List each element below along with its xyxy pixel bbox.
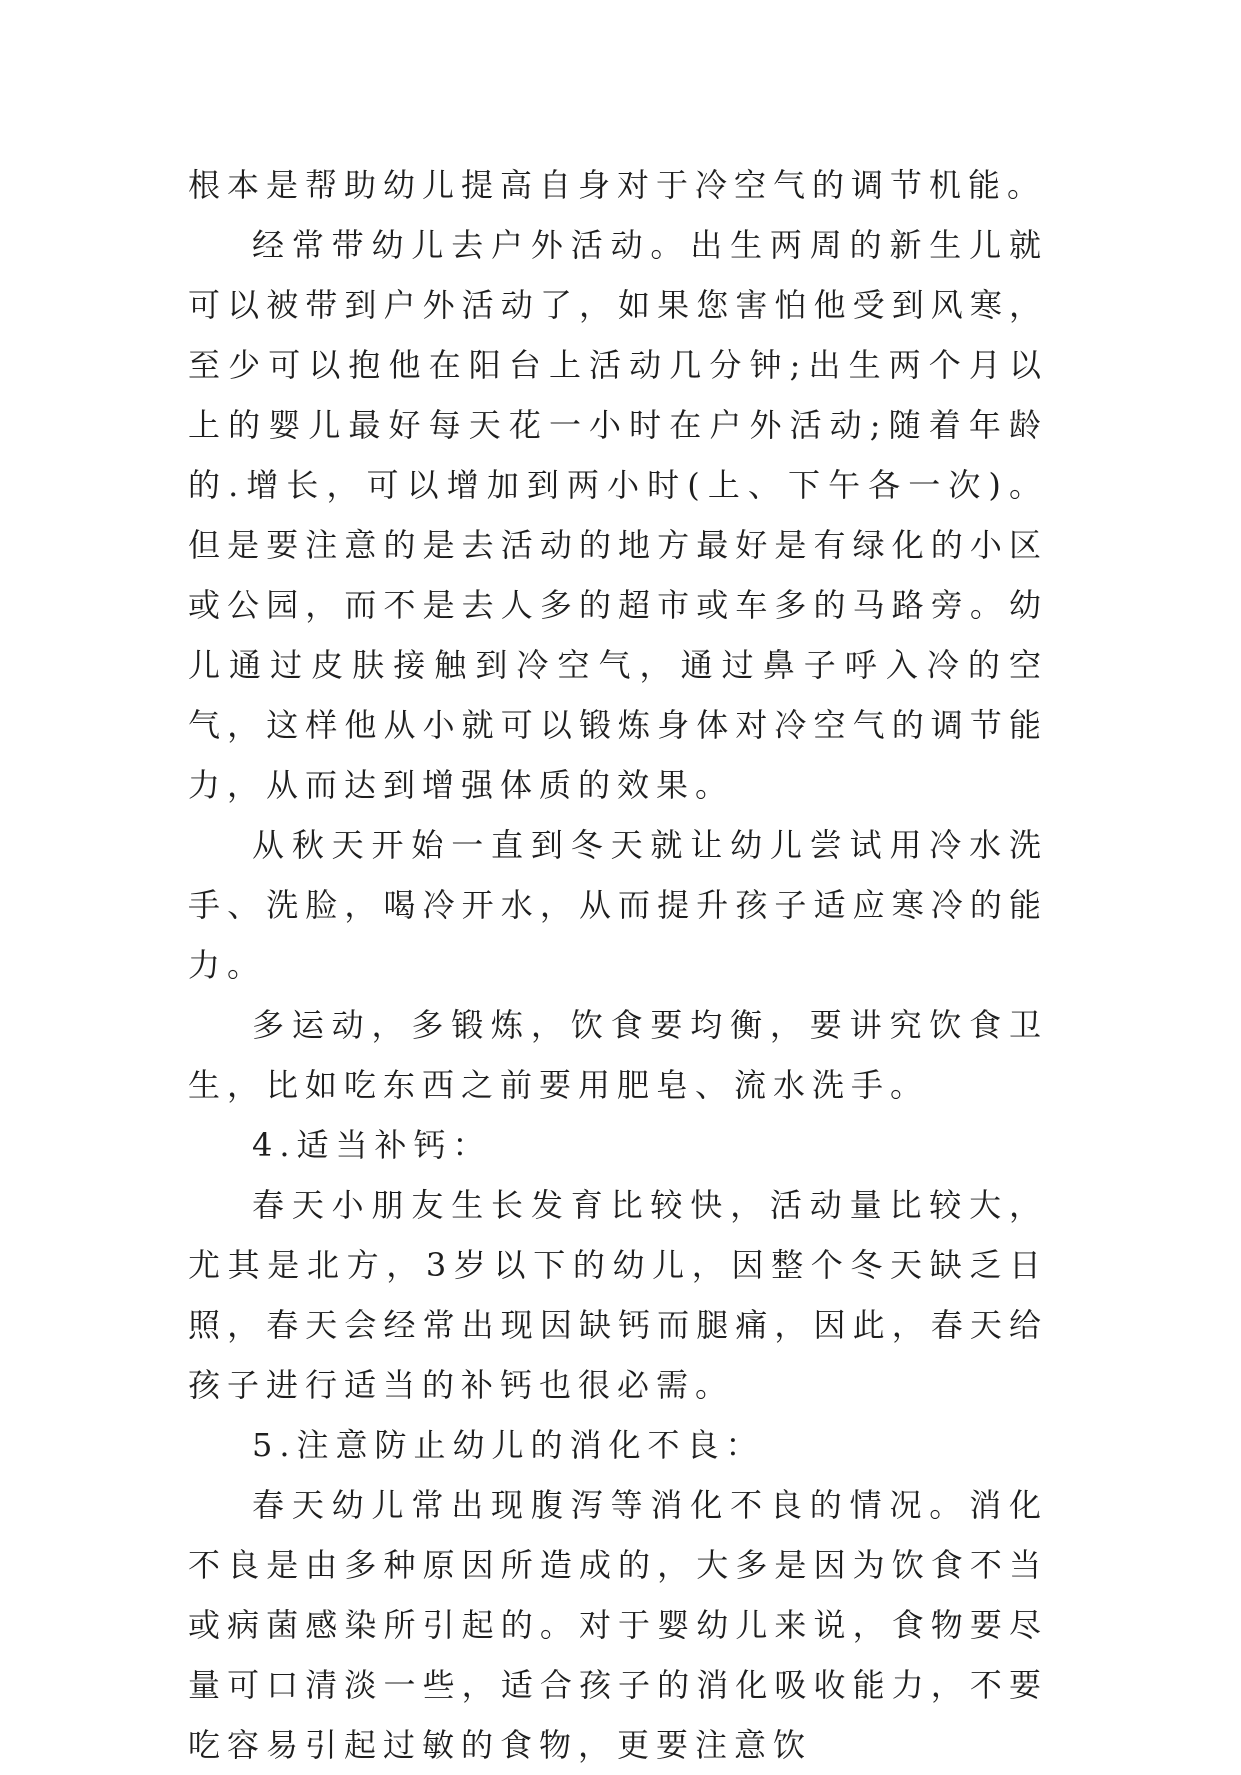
paragraph-1: 根本是帮助幼儿提高自身对于冷空气的调节机能。 <box>188 166 1047 204</box>
paragraph-4: 多运动，多锻炼，饮食要均衡，要讲究饮食卫生，比如吃东西之前要用肥皂、流水洗手。 <box>188 1006 1048 1104</box>
paragraph-5: 春天小朋友生长发育比较快，活动量比较大，尤其是北方，3岁以下的幼儿，因整个冬天缺乏日照，春天会经常出现因缺钙而腿痛，因此，春天给孩子进行适当的补钙也很必需。 <box>188 1186 1048 1404</box>
section-heading-5: 5.注意防止幼儿的消化不良： <box>252 1426 765 1464</box>
section-heading-4: 4.适当补钙： <box>252 1126 492 1164</box>
document-body <box>188 155 1048 1775</box>
paragraph-2: 经常带幼儿去户外活动。出生两周的新生儿就可以被带到户外活动了，如果您害怕他受到风寒，至少可以抱他在阳台上活动几分钟;出生两个月以上的婴儿最好每天花一小时在户外活动;随着年龄的.增长，可以增加到两小时(上、下午各一次)。但是要注意的是去活动的地方最好是有绿化的小区或公园，而不是去人多的超市或车多的马路旁。幼儿通过皮肤接触到冷空气，通过鼻子呼入冷的空气，这样他从小就可以锻炼身体对冷空气的调节能力，从而达到增强体质的效果。 <box>188 226 1048 804</box>
paragraph-6: 春天幼儿常出现腹泻等消化不良的情况。消化不良是由多种原因所造成的，大多是因为饮食不当或病菌感染所引起的。对于婴幼儿来说，食物要尽量可口清淡一些，适合孩子的消化吸收能力，不要吃容易引起过敏的食物，更要注意饮 <box>188 1486 1048 1764</box>
paragraph-3: 从秋天开始一直到冬天就让幼儿尝试用冷水洗手、洗脸，喝冷开水，从而提升孩子适应寒冷的能力。 <box>188 826 1048 984</box>
